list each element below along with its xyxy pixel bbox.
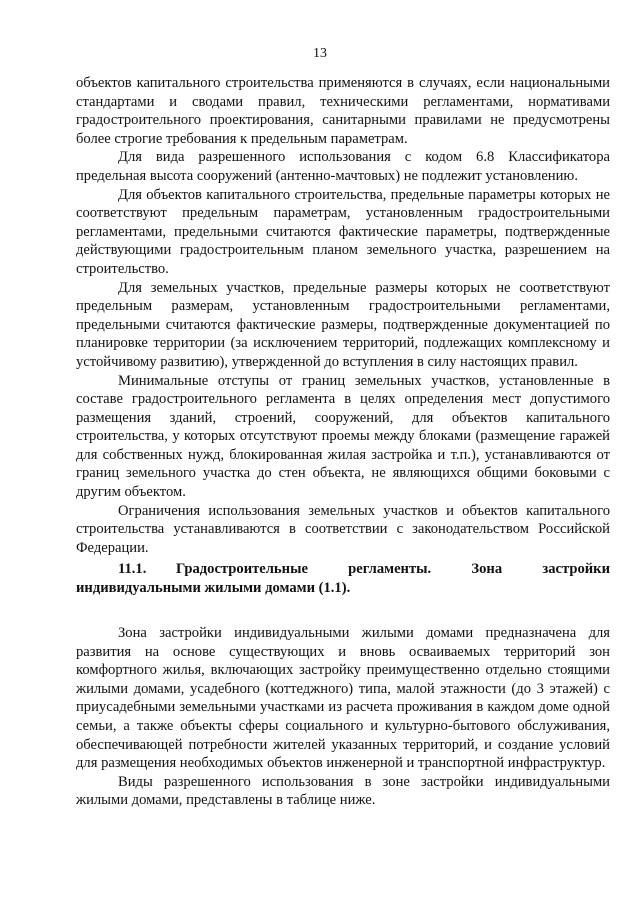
paragraph: Для вида разрешенного использования с кодом 6.8 Классификатора предельная высота сооружений (антенно-мачтовых) не подлежит установлению. [76,149,610,184]
section-heading [76,560,610,598]
body-text-top [76,74,610,557]
paragraph: Для земельных участков, предельные размеры которых не соответствуют предельным размерам, установленным градостроительными регламентами, предельными считаются фактические размеры, подтвержденные документацией по планировке территории (за исключением территорий, подлежащих комплексному и устойчивому развитию), утвержденной до вступления в силу настоящих правил. [76,279,610,370]
body-text-bottom [76,624,610,810]
paragraph: Для объектов капитального строительства, предельные параметры которых не соответствуют предельным параметрам, установленным градостроительными регламентами, предельными считаются фактические параметры, подтвержденные действующими градостроительным планом земельного участка, разрешением на строительство. [76,186,610,277]
paragraph: Виды разрешенного использования в зоне застройки индивидуальными жилыми домами, представлены в таблице ниже. [76,773,610,809]
paragraph-continuation: объектов капитального строительства применяются в случаях, если национальными стандартами и сводами правил, техническими регламентами, нормативами градостроительного проектирования, санитарными правилами не предусмотрены более строгие требования к предельным параметрам. [76,75,610,147]
paragraph: Минимальные отступы от границ земельных участков, установленные в составе градостроительного регламента в целях определения мест допустимого размещения зданий, строений, сооружений, для объектов капитального строительства, у которых отсутствуют проемы между блоками (размещение гаражей для собственных нужд, блокированная жилая застройка и т.п.), устанавливаются от границ земельного участка до стен объекта, не являющихся общими боковыми с другим объектом. [76,372,610,501]
paragraph: Зона застройки индивидуальными жилыми домами предназначена для развития на основе существующих и вновь осваиваемых территорий зон комфортного жилья, включающих застройку преимущественно отдельно стоящими жилыми домами, усадебного (коттеджного) типа, малой этажности (до 3 этажей) с приусадебными земельными участками из расчета проживания в каждом доме одной семьи, а также объекты сферы социального и культурно-бытового обслуживания, обеспечивающей потребности жителей указанных территорий, и создание условий для размещения необходимых объектов инженерной и транспортной инфраструктур. [76,625,610,772]
paragraph: Ограничения использования земельных участков и объектов капитального строительства устанавливаются в соответствии с законодательством Российской Федерации. [76,502,610,556]
section-title: Градостроительные регламенты. Зона застройки индивидуальными жилыми домами (1.1). [76,561,610,596]
page-number: 13 [313,46,327,61]
section-number: 11.1. [118,561,147,577]
